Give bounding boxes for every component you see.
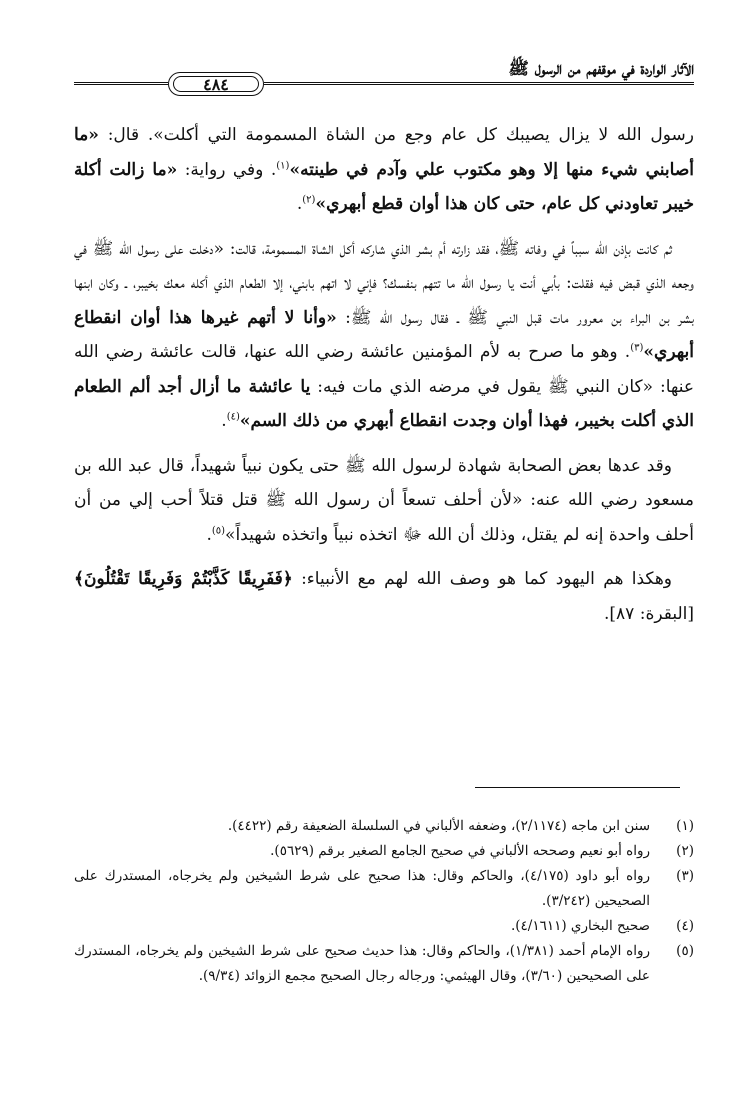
- paragraph-3: [74, 449, 694, 553]
- page-number: ٤٨٤: [203, 74, 229, 94]
- footnote-separator: [475, 787, 680, 788]
- footnote: [74, 939, 694, 989]
- footnote: [74, 864, 694, 914]
- text-run: وهكذا هم اليهود كما هو وصف الله لهم مع الأنبياء:: [292, 569, 672, 589]
- text-run: [البقرة: ٨٧].: [604, 603, 694, 624]
- hadith-quote: «ما زالت أكلة خيبر تعاودني كل عام، حتى كان هذا أوان قطع أبهري»: [74, 159, 694, 214]
- footnote-number: (١): [676, 818, 694, 834]
- footnote-ref: (١): [276, 159, 290, 171]
- paragraph-1: [74, 118, 694, 222]
- footnote-number: (٤): [676, 918, 694, 934]
- text-run: وقد عدها بعض الصحابة شهادة لرسول الله ﷺ حتى يكون نبياً شهيداً، قال عبد الله بن مسعود رضي الله عنه: «لأن أحلف تسعاً أن رسول الله ﷺ قتل قتلاً أحب إلي من أن أحلف واحدة إنه لم يقتل، وذلك أن الله ﷻ اتخذه نبياً واتخذه شهيداً»: [74, 455, 694, 545]
- footnote-text: صحيح البخاري (٤/١٦١١).: [510, 918, 650, 934]
- footnote: [74, 814, 694, 839]
- footnotes: [74, 814, 694, 989]
- text-run: .: [296, 194, 303, 214]
- quran-verse: ﴿فَفَرِيقًا كَذَّبْتُمْ وَفَرِيقًا تَقْتُلُونَ﴾: [74, 569, 293, 589]
- text-run: . وفي رواية:: [177, 159, 277, 180]
- footnote-ref: (٤): [226, 411, 240, 423]
- hadith-quote: «وأنا لا أتهم غيرها هذا أوان انقطاع أبهري»: [74, 307, 694, 362]
- text-run: . وهو ما صرح به لأم المؤمنين عائشة رضي الله عنها، قالت عائشة رضي الله عنها: «كان النبي ﷺ يقول في مرضه الذي مات فيه:: [74, 342, 694, 397]
- footnote: [74, 839, 694, 864]
- footnote-number: (٢): [676, 843, 694, 859]
- paragraph-4: [74, 562, 694, 631]
- footnote-text: رواه الإمام أحمد (١/٣٨١)، والحاكم وقال: هذا حديث صحيح على شرط الشيخين ولم يخرجاه، المستدرك على الصحيحين (٣/٦٠)، وقال الهيثمي: ورجاله رجال الصحيح مجمع الزوائد (٩/٣٤).: [74, 943, 650, 984]
- footnote: [74, 914, 694, 939]
- hadith-quote: يا عائشة ما أزال أجد ألم الطعام الذي أكلت بخيبر، فهذا أوان وجدت انقطاع أبهري من ذلك السم»: [74, 376, 694, 431]
- page-header: [74, 44, 694, 104]
- footnote-text: رواه أبو داود (٤/١٧٥)، والحاكم وقال: هذا صحيح على شرط الشيخين ولم يخرجاه، المستدرك على الصحيحين (٣/٢٤٢).: [74, 868, 651, 909]
- text-run: ثم كانت بإذن الله سبباً في وفاته ﷺ، فقد زارته أم بشر الذي شاركه أكل الشاة المسمومة، قالت: «دخلت على رسول الله ﷺ في وجعه الذي قبض فيه فقلت: بأبي أنت يا رسول الله ما تتهم بنفسك؟ فإني لا اتهم بابني، إلا الطعام الذي أكله معك بخيبر، ـ وكان ابنها بشر بن البراء بن معرور مات قبل النبي ﷺ ـ فقال رسول الله ﷺ:: [74, 238, 694, 328]
- paragraph-2: [74, 232, 694, 439]
- footnote-number: (٥): [676, 943, 694, 959]
- running-title: الآثار الواردة في موقفهم من الرسول ﷺ: [508, 59, 694, 79]
- footnote-ref: (٥): [211, 524, 226, 536]
- text-run: .: [221, 411, 227, 431]
- hadith-quote: «ما أصابني شيء منها إلا وهو مكتوب علي وآدم في طينته»: [74, 125, 694, 180]
- header-rule: [74, 82, 694, 85]
- footnote-number: (٣): [676, 868, 694, 884]
- text-run: .: [206, 524, 212, 545]
- footnote-ref: (٣): [630, 342, 644, 354]
- main-text: [74, 118, 694, 641]
- footnote-text: رواه أبو نعيم وصححه الألباني في صحيح الجامع الصغير برقم (٥٦٢٩).: [270, 843, 650, 859]
- footnote-ref: (٢): [302, 194, 316, 206]
- text-run: رسول الله لا يزال يصيبك كل عام وجع من الشاة المسمومة التي أكلت». قال:: [98, 125, 694, 145]
- footnote-text: سنن ابن ماجه (٢/١١٧٤)، وضعفه الألباني في السلسلة الضعيفة رقم (٤٤٢٢).: [227, 818, 650, 834]
- page-number-badge: [168, 72, 264, 96]
